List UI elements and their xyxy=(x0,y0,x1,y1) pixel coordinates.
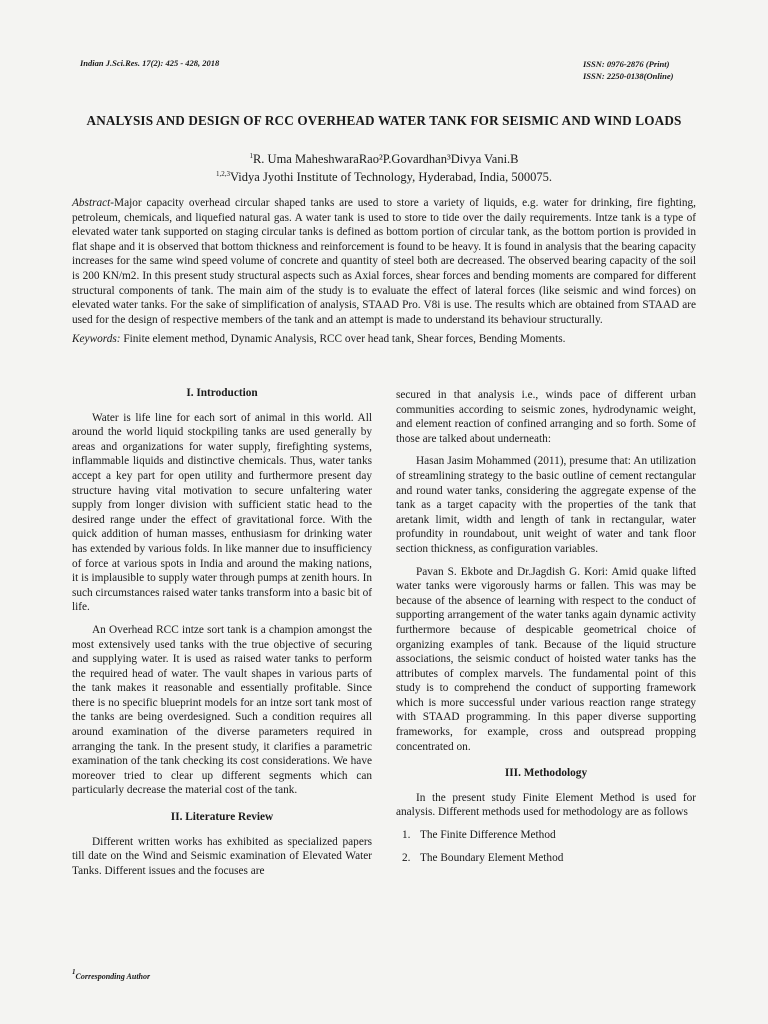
section-heading-introduction: I. Introduction xyxy=(186,387,258,399)
paragraph: Different written works has exhibited as specialized papers till date on the Wind and Seismic examination of Elevated Water Tanks. Different issues and the focuses are xyxy=(72,835,372,877)
paragraph: Water is life line for each sort of animal in this world. All around the world liquid stockpiling tanks are used generally by areas and organizations for water supply, firefighting systems, inflammable liquids and distinctive chemicals. Thus, water tanks accept a key part for open utility and furthermore present day structure having vital motivation to secure unfaltering water supply from longer division with sufficient static head to the desired range under the effect of gravitational force. With the quick addition of human masses, enthusiasm for drinking water has extended by various folds. In like manner due to insufficiency of force at various spots in India and around the making nations, it is implausible to supply water through pumps at zenith hours. In such circumstances raised water tanks transform into a basic bit of life. xyxy=(72,411,372,614)
paragraph: An Overhead RCC intze sort tank is a champion amongst the most extensively used tanks with the true objective of securing and supplying water. It is used as raised water tanks to perform the required head of water. The vault shapes in various parts of the tank makes it reasonable and essentially profitable. Since there is no specific blueprint models for an intze sort tank most of the tanks are being overdesigned. Such a condition requires all around examination of the diverse parameters required in arranging the tank. In the present study, it clarifies a parametric examination of the tank checking its cost considerations. We have moreover tried to clear up different segments which can particularly decrease the material cost of the tank. xyxy=(72,623,372,797)
author-sup: 1 xyxy=(249,152,253,160)
right-column xyxy=(396,388,696,873)
keywords xyxy=(72,332,696,347)
list-item xyxy=(402,851,696,866)
section-heading-literature-review: II. Literature Review xyxy=(170,811,274,824)
affiliation-text: Vidya Jyothi Institute of Technology, Hyderabad, India, 500075. xyxy=(230,170,552,184)
paragraph: Hasan Jasim Mohammed (2011), presume that: An utilization of streamlining strategy to the basic outline of cement rectangular and round water tanks, considering the aggregate expense of the tank as a target capacity with the properties of the tank that aretank limit, width and length of tank in rectangular, water profundity in roundabout, unit weight of water and tank floor section thickness, as configuration variables. xyxy=(396,455,696,555)
keywords-text: Finite element method, Dynamic Analysis, RCC over head tank, Shear forces, Bending Moments. xyxy=(120,333,566,346)
issn-online: ISSN: 2250-0138(Online) xyxy=(583,71,674,81)
methods-list xyxy=(402,828,696,865)
list-item xyxy=(402,828,696,843)
section-heading-methodology: III. Methodology xyxy=(504,767,588,780)
affiliation-sup: 1,2,3 xyxy=(216,170,231,178)
paper-title: ANALYSIS AND DESIGN OF RCC OVERHEAD WATER TANK FOR SEISMIC AND WIND LOADS xyxy=(86,113,682,128)
abstract-block xyxy=(72,196,696,347)
paragraph: In the present study Finite Element Method is used for analysis. Different methods used for methodology are as follows xyxy=(396,791,696,819)
author-names: R. Uma MaheshwaraRao²P.Govardhan³Divya Vani.B xyxy=(252,152,519,166)
abstract xyxy=(72,196,696,327)
abstract-text: Major capacity overhead circular shaped tanks are used to store a variety of liquids, e.g. water for drinking, fire fighting, petroleum, chemicals, and liquefied natural gas. A water tank is used to store to tide over the daily requirements. Intze tank is a type of elevated water tank supported on staging circular tanks is defined as bottom portion of circular tank, as the bottom portion is provided in flat shape and it is observed that bottom thickness and reinforcement is found to be heavy. It is found in analysis that the bearing capacity increases for the same wind speed volume of concrete and quantity of steel both are decreased. The observed bearing capacity of the soil is 200 KN/m2. In this present study structural aspects such as Axial forces, shear forces and bending moments are compared for different structural components of tank. The main aim of the study is to evaluate the effect of lateral forces (like seismic and wind forces) on elevated water tanks. For the sake of simplification of analysis, STAAD Pro. V8i is use. The results which are obtained from STAAD are used for the design of respective members of the tank and an attempt is made to understand its behaviour structurally. xyxy=(72,197,696,326)
issn-block xyxy=(583,58,673,82)
paragraph: secured in that analysis i.e., winds pace of different urban communities according to seismic zones, hydrodynamic weight, and element reaction of confined arranging and so forth. Some of those are talked about underneath: xyxy=(396,389,696,445)
journal-citation: Indian J.Sci.Res. 17(2): 425 - 428, 2018 xyxy=(80,58,220,68)
footnote-sup: 1 xyxy=(72,968,76,976)
abstract-label: Abstract- xyxy=(72,197,115,209)
left-column xyxy=(72,386,372,878)
list-item-label: The Boundary Element Method xyxy=(420,851,564,864)
author-list xyxy=(0,152,768,167)
keywords-label: Keywords: xyxy=(72,333,121,346)
paragraph: Pavan S. Ekbote and Dr.Jagdish G. Kori: Amid quake lifted water tanks were vigorously harms or fallen. This was may be because of the absence of learning with respect to the conduct of supporting arrangement of the water tanks again dynamic activity furthermore because of despicable geometrical choice of organizing examples of tank. Because of the liquid structure associations, the seismic conduct of hoisted water tanks has the attributes of complex marvels. The fundamental point of this study is to comprehend the conduct of supporting framework which is more successful under various reaction range strategy with STAAD programming. In this paper diverse supporting frameworks, for example, cross and outspread propping concentrated on. xyxy=(396,565,696,753)
issn-print: ISSN: 0976-2876 (Print) xyxy=(583,59,670,69)
footnote-text: Corresponding Author xyxy=(75,972,151,981)
list-number: 2. xyxy=(402,851,411,864)
footnote xyxy=(72,968,150,981)
affiliation xyxy=(0,170,768,185)
list-number: 1. xyxy=(402,829,411,842)
list-item-label: The Finite Difference Method xyxy=(420,829,556,842)
